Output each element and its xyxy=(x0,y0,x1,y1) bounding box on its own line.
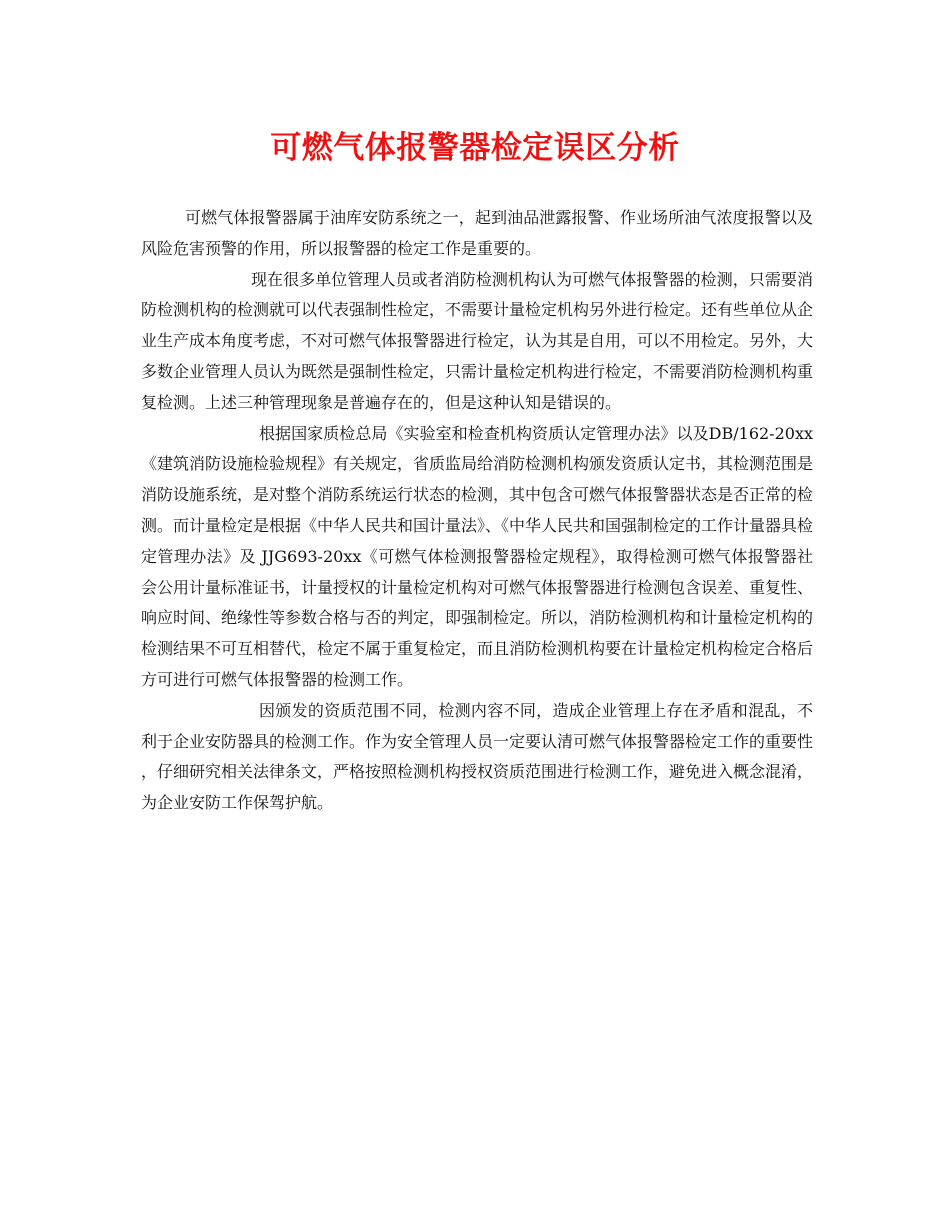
paragraph-misconceptions: 现在很多单位管理人员或者消防检测机构认为可燃气体报警器的检测，只需要消防检测机构的检测就可以代表强制性检定，不需要计量检定机构另外进行检定。还有些单位从企业生产成本角度考虑，不对可燃气体报警器进行检定，认为其是自用，可以不用检定。另外，大多数企业管理人员认为既然是强制性检定，只需计量检定机构进行检定，不需要消防检测机构重复检测。上述三种管理现象是普遍存在的，但是这种认知是错误的。 xyxy=(141,269,814,412)
document-body xyxy=(141,203,813,819)
paragraph-regulations: 根据国家质检总局《实验室和检查机构资质认定管理办法》以及DB/162-20xx《建筑消防设施检验规程》有关规定，省质监局给消防检测机构颁发资质认定书，其检测范围是消防设施系统，是对整个消防系统运行状态的检测，其中包含可燃气体报警器状态是否正常的检测。而计量检定是根据《中华人民共和国计量法》、《中华人民共和国强制检定的工作计量器具检定管理办法》及 JJG693-20xx《可燃气体检测报警器检定规程》，取得检测可燃气体报警器社会公用计量标准证书，计量授权的计量检定机构对可燃气体报警器进行检测包含误差、重复性、响应时间、绝缘性等参数合格与否的判定，即强制检定。所以，消防检测机构和计量检定机构的检测结果不可互相替代，检定不属于重复检定，而且消防检测机构要在计量检定机构检定合格后方可进行可燃气体报警器的检测工作。 xyxy=(141,423,814,689)
paragraph-conclusion: 因颁发的资质范围不同，检测内容不同，造成企业管理上存在矛盾和混乱，不利于企业安防器具的检测工作。作为安全管理人员一定要认清可燃气体报警器检定工作的重要性，仔细研究相关法律条文，严格按照检测机构授权资质范围进行检测工作，避免进入概念混淆，为企业安防工作保驾护航。 xyxy=(141,700,814,813)
document-title: 可燃气体报警器检定误区分析 xyxy=(270,130,680,166)
paragraph-intro: 可燃气体报警器属于油库安防系统之一，起到油品泄露报警、作业场所油气浓度报警以及风险危害预警的作用，所以报警器的检定工作是重要的。 xyxy=(141,208,813,258)
